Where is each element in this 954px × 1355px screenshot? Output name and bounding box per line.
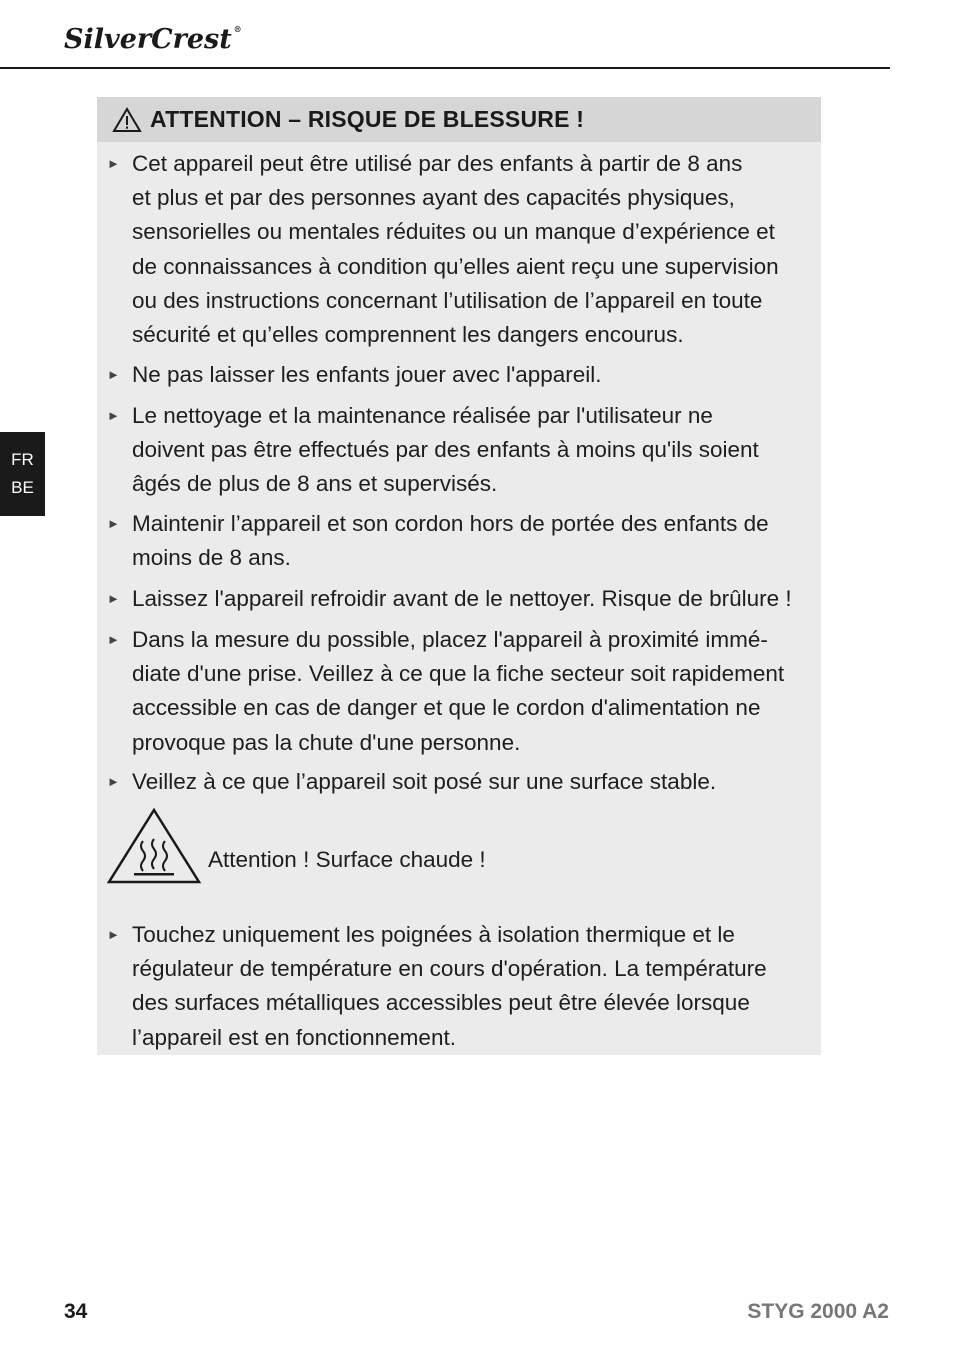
item-line: provoque pas la chute d'une personne. (132, 729, 521, 755)
bullet-arrow-icon: ► (107, 516, 120, 531)
item-line: régulateur de température en cours d'opération. La température (132, 956, 767, 982)
bullet-arrow-icon: ► (107, 774, 120, 789)
bullet-arrow-icon: ► (107, 927, 120, 942)
item-line: ou des instructions concernant l’utilisation de l’appareil en toute (132, 287, 763, 313)
hot-surface-warning (97, 807, 821, 887)
item-line: de connaissances à condition qu’elles aient reçu une supervision (132, 253, 779, 279)
warning-header (97, 97, 821, 142)
item-line: Le nettoyage et la maintenance réalisée par l'utilisateur ne (132, 403, 713, 428)
language-code-fr: FR (11, 450, 34, 469)
header-rule (0, 67, 890, 69)
model-number: STYG 2000 A2 (747, 1300, 889, 1323)
language-code-be: BE (11, 478, 34, 497)
item-line: âgés de plus de 8 ans et supervisés. (132, 471, 498, 497)
item-line: accessible en cas de danger et que le cordon d'alimentation ne (132, 695, 761, 721)
bullet-arrow-icon: ► (107, 591, 120, 606)
hot-surface-label: Attention ! Surface chaude ! (208, 847, 486, 872)
item-line: des surfaces métalliques accessibles peut être élevée lorsque (132, 990, 750, 1016)
item-line: Dans la mesure du possible, placez l'appareil à proximité immé- (132, 627, 768, 652)
bullet-arrow-icon: ► (107, 632, 120, 647)
item-line: sécurité et qu’elles comprennent les dangers encourus. (132, 322, 684, 348)
brand-logo (64, 24, 242, 55)
bullet-arrow-icon: ► (107, 156, 120, 171)
item-line: Veillez à ce que l’appareil soit posé sur une surface stable. (132, 769, 717, 794)
warning-title: ATTENTION – RISQUE DE BLESSURE ! (150, 106, 585, 132)
item-line: doivent pas être effectués par des enfants à moins qu'ils soient (132, 437, 759, 463)
item-line: sensorielles ou mentales réduites ou un manque d’expérience et (132, 219, 775, 245)
hot-surface-warning-icon (106, 807, 202, 884)
bullet-arrow-icon: ► (107, 408, 120, 423)
brand-logo-text: SilverCrest (64, 24, 232, 55)
item-line: moins de 8 ans. (132, 545, 291, 571)
item-line: Laissez l'appareil refroidir avant de le nettoyer. Risque de brûlure ! (132, 586, 792, 611)
warning-box (97, 97, 821, 1055)
item-line: l’appareil est en fonctionnement. (132, 1024, 456, 1050)
registered-mark: ® (233, 24, 242, 34)
item-line: et plus et par des personnes ayant des capacités physiques, (132, 185, 735, 211)
item-line: Touchez uniquement les poignées à isolation thermique et le (132, 922, 735, 947)
item-line: Ne pas laisser les enfants jouer avec l'appareil. (132, 362, 602, 387)
item-line: Cet appareil peut être utilisé par des enfants à partir de 8 ans (132, 151, 743, 176)
language-tab (0, 432, 45, 516)
item-line: Maintenir l’appareil et son cordon hors de portée des enfants de (132, 511, 769, 536)
item-line: diate d'une prise. Veillez à ce que la fiche secteur soit rapidement (132, 661, 785, 687)
warning-triangle-icon (112, 107, 142, 133)
page-number: 34 (64, 1300, 88, 1323)
bullet-arrow-icon: ► (107, 367, 120, 382)
